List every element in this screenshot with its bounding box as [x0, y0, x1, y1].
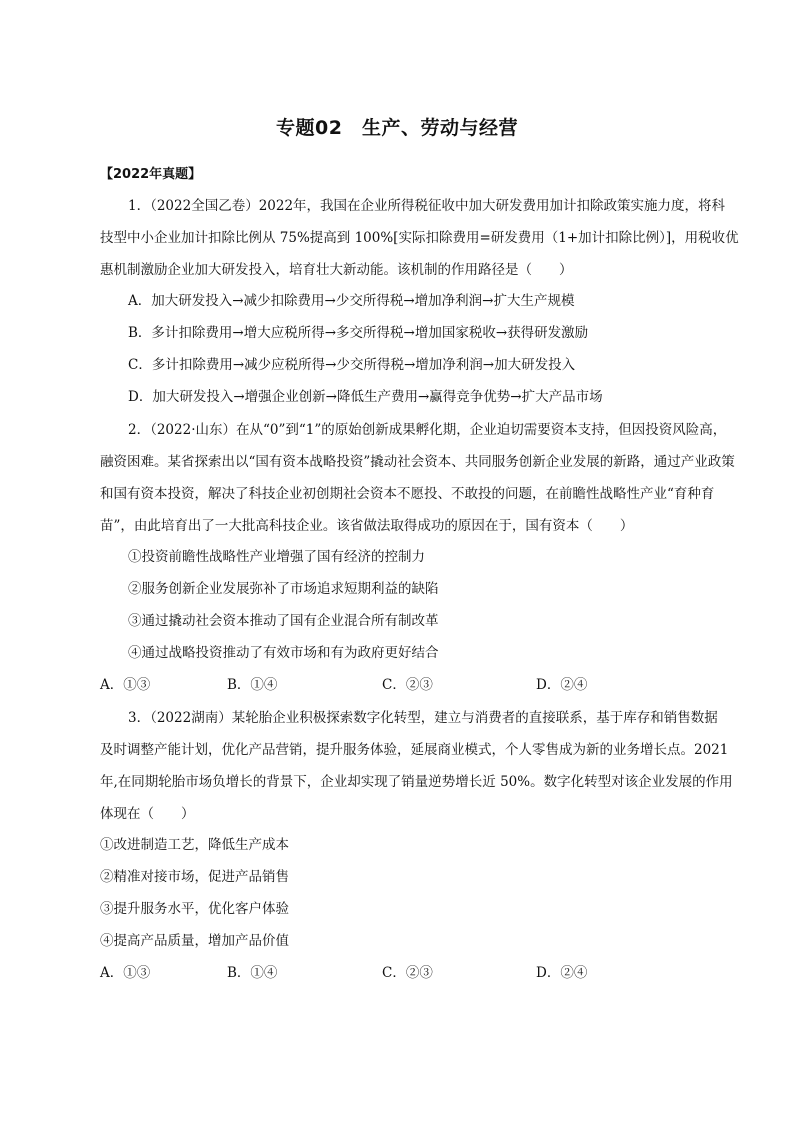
q2-statement: ④通过战略投资推动了有效市场和有为政府更好结合	[128, 645, 439, 661]
q3-stem-line: 年,在同期轮胎市场负增长的背景下，企业却实现了销量逆势增长近 50%。数字化转型对该企业发展的作用	[100, 774, 733, 790]
q3-option-d: D．②④	[536, 965, 588, 981]
q1-stem-line: 技型中小企业加计扣除比例从 75%提高到 100%[实际扣除费用=研发费用（1+加计扣除比例）]，用税收优	[100, 230, 739, 246]
q3-stem-line: 及时调整产能计划，优化产品营销，提升服务体验，延展商业模式，个人零售成为新的业务增长点。2021	[100, 742, 729, 758]
page-title: 专题02 生产、劳动与经营	[276, 117, 518, 139]
q3-option-c: C．②③	[382, 965, 433, 981]
q3-statement: ②精准对接市场，促进产品销售	[100, 869, 289, 885]
q2-stem-line: 苗”，由此培育出了一大批高科技企业。该省做法取得成功的原因在于，国有资本（ ）	[100, 518, 634, 534]
q3-statement: ④提高产品质量，增加产品价值	[100, 933, 289, 949]
q2-option-b: B．①④	[227, 677, 278, 693]
q3-statement: ①改进制造工艺，降低生产成本	[100, 837, 289, 853]
q2-stem-line: 2．（2022·山东）在从“0”到“1”的原始创新成果孵化期，企业迫切需要资本支持，但因投资风险高，	[128, 422, 727, 438]
q3-stem-line: 体现在（ ）	[100, 806, 195, 822]
q2-option-c: C．②③	[382, 677, 433, 693]
q2-statement: ①投资前瞻性战略性产业增强了国有经济的控制力	[128, 549, 425, 565]
section-heading: 【2022年真题】	[100, 167, 202, 182]
q3-option-a: A．①③	[100, 965, 151, 981]
q2-statement: ②服务创新企业发展弥补了市场追求短期利益的缺陷	[128, 581, 439, 597]
q2-statement: ③通过撬动社会资本推动了国有企业混合所有制改革	[128, 613, 439, 629]
q1-stem-line: 1．（2022全国乙卷）2022年，我国在企业所得税征收中加大研发费用加计扣除政策实施力度，将科	[128, 198, 726, 214]
q2-option-d: D．②④	[536, 677, 588, 693]
q1-option-c: C．多计扣除费用→减少应税所得→少交所得税→增加净利润→加大研发投入	[128, 357, 576, 373]
q1-option-d: D．加大研发投入→增强企业创新→降低生产费用→赢得竞争优势→扩大产品市场	[128, 389, 603, 405]
q3-statement: ③提升服务水平，优化客户体验	[100, 901, 289, 917]
q2-stem-line: 融资困难。某省探索出以“国有资本战略投资”撬动社会资本、共同服务创新企业发展的新路，通过产业政策	[100, 454, 735, 470]
q3-stem-line: 3．（2022湖南）某轮胎企业积极探索数字化转型，建立与消费者的直接联系，基于库存和销售数据	[128, 710, 718, 726]
q3-option-b: B．①④	[227, 965, 278, 981]
q1-option-b: B．多计扣除费用→增大应税所得→多交所得税→增加国家税收→获得研发激励	[128, 325, 589, 341]
q1-stem-line: 惠机制激励企业加大研发投入，培育壮大新动能。该机制的作用路径是（ ）	[100, 262, 573, 278]
q1-option-a: A．加大研发投入→减少扣除费用→少交所得税→增加净利润→扩大生产规模	[128, 293, 575, 309]
q2-stem-line: 和国有资本投资，解决了科技企业初创期社会资本不愿投、不敢投的问题，在前瞻性战略性产业“育种育	[100, 486, 715, 502]
q2-option-a: A．①③	[100, 677, 151, 693]
